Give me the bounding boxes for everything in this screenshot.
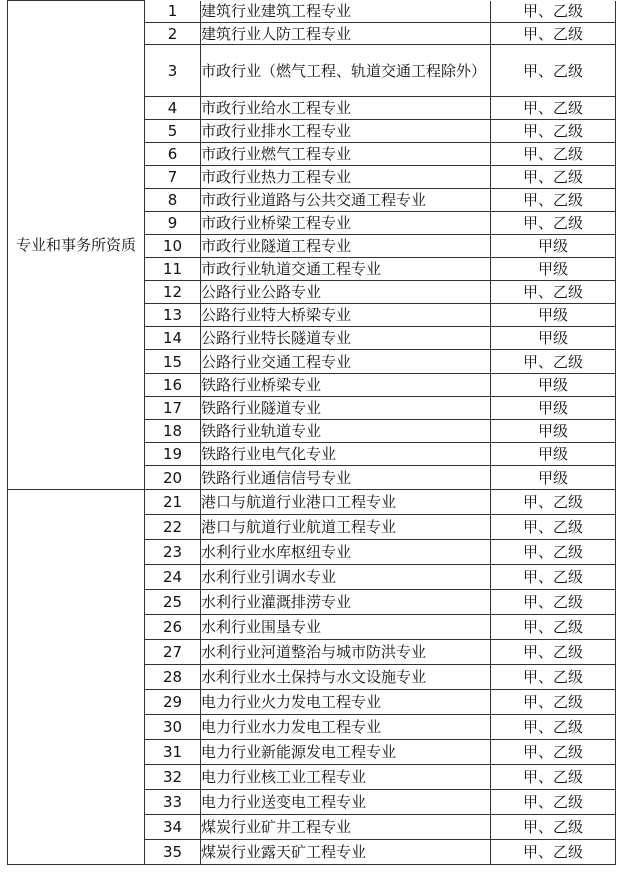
- specialty-name: 市政行业桥梁工程专业: [201, 212, 491, 235]
- row-number: 23: [145, 540, 201, 565]
- row-number: 7: [145, 166, 201, 189]
- qualification-grade: 甲、乙级: [491, 45, 616, 97]
- specialty-name: 水利行业围垦专业: [201, 615, 491, 640]
- qualification-grade: 甲级: [491, 235, 616, 258]
- qualification-grade: 甲、乙级: [491, 120, 616, 143]
- row-number: 30: [145, 715, 201, 740]
- row-number: 18: [145, 420, 201, 443]
- category-label: 专业和事务所资质: [15, 236, 136, 254]
- specialty-name: 电力行业核工业工程专业: [201, 765, 491, 790]
- specialty-name: 公路行业特长隧道专业: [201, 327, 491, 350]
- row-number: 28: [145, 665, 201, 690]
- qualification-grade: 甲、乙级: [491, 97, 616, 120]
- row-number: 3: [145, 45, 201, 97]
- qualification-grade: 甲、乙级: [491, 1, 616, 23]
- qualification-grade: 甲、乙级: [491, 765, 616, 790]
- specialty-name: 水利行业水土保持与水文设施专业: [201, 665, 491, 690]
- row-number: 6: [145, 143, 201, 166]
- qualification-grade: 甲级: [491, 443, 616, 466]
- specialty-name: 煤炭行业露天矿工程专业: [201, 840, 491, 865]
- specialty-name: 港口与航道行业航道工程专业: [201, 515, 491, 540]
- row-number: 22: [145, 515, 201, 540]
- row-number: 31: [145, 740, 201, 765]
- row-number: 33: [145, 790, 201, 815]
- category-cell: [8, 1, 145, 490]
- specialty-name: 市政行业轨道交通工程专业: [201, 258, 491, 281]
- row-number: 5: [145, 120, 201, 143]
- qualification-grade: 甲级: [491, 466, 616, 490]
- specialty-name: 市政行业道路与公共交通工程专业: [201, 189, 491, 212]
- specialty-name: 煤炭行业矿井工程专业: [201, 815, 491, 840]
- qualification-grade: 甲级: [491, 397, 616, 420]
- specialty-name: 建筑行业人防工程专业: [201, 23, 491, 45]
- qualification-grade: 甲、乙级: [491, 490, 616, 515]
- specialty-name: 市政行业（燃气工程、轨道交通工程除外）: [201, 45, 491, 97]
- category-cell: [8, 490, 145, 865]
- specialty-name: 铁路行业轨道专业: [201, 420, 491, 443]
- row-number: 14: [145, 327, 201, 350]
- row-number: 4: [145, 97, 201, 120]
- table-row: [8, 1, 616, 23]
- specialty-name: 电力行业新能源发电工程专业: [201, 740, 491, 765]
- specialty-name: 水利行业水库枢纽专业: [201, 540, 491, 565]
- qualification-grade: 甲、乙级: [491, 189, 616, 212]
- specialty-name: 铁路行业隧道专业: [201, 397, 491, 420]
- row-number: 21: [145, 490, 201, 515]
- row-number: 12: [145, 281, 201, 304]
- qualification-grade: 甲、乙级: [491, 590, 616, 615]
- qualification-grade: 甲级: [491, 327, 616, 350]
- qualification-grade: 甲级: [491, 420, 616, 443]
- specialty-name: 铁路行业桥梁专业: [201, 374, 491, 397]
- specialty-name: 水利行业河道整治与城市防洪专业: [201, 640, 491, 665]
- row-number: 24: [145, 565, 201, 590]
- row-number: 26: [145, 615, 201, 640]
- qualification-grade: 甲、乙级: [491, 840, 616, 865]
- qualification-grade: 甲级: [491, 304, 616, 327]
- specialty-name: 港口与航道行业港口工程专业: [201, 490, 491, 515]
- row-number: 29: [145, 690, 201, 715]
- row-number: 13: [145, 304, 201, 327]
- qualification-table: [7, 0, 616, 865]
- row-number: 9: [145, 212, 201, 235]
- row-number: 20: [145, 466, 201, 490]
- row-number: 16: [145, 374, 201, 397]
- qualification-table-body: [8, 1, 616, 865]
- row-number: 8: [145, 189, 201, 212]
- qualification-grade: 甲、乙级: [491, 615, 616, 640]
- specialty-name: 水利行业灌溉排涝专业: [201, 590, 491, 615]
- specialty-name: 水利行业引调水专业: [201, 565, 491, 590]
- qualification-grade: 甲、乙级: [491, 515, 616, 540]
- row-number: 17: [145, 397, 201, 420]
- row-number: 35: [145, 840, 201, 865]
- qualification-grade: 甲、乙级: [491, 166, 616, 189]
- qualification-grade: 甲、乙级: [491, 565, 616, 590]
- specialty-name: 建筑行业建筑工程专业: [201, 1, 491, 23]
- qualification-grade: 甲、乙级: [491, 143, 616, 166]
- specialty-name: 铁路行业通信信号专业: [201, 466, 491, 490]
- specialty-name: 公路行业交通工程专业: [201, 350, 491, 374]
- qualification-grade: 甲、乙级: [491, 690, 616, 715]
- specialty-name: 电力行业水力发电工程专业: [201, 715, 491, 740]
- qualification-grade: 甲、乙级: [491, 281, 616, 304]
- qualification-grade: 甲、乙级: [491, 740, 616, 765]
- table-row: [8, 490, 616, 515]
- row-number: 1: [145, 1, 201, 23]
- qualification-grade: 甲级: [491, 374, 616, 397]
- row-number: 10: [145, 235, 201, 258]
- specialty-name: 市政行业给水工程专业: [201, 97, 491, 120]
- qualification-grade: 甲、乙级: [491, 23, 616, 45]
- qualification-grade: 甲、乙级: [491, 815, 616, 840]
- qualification-grade: 甲、乙级: [491, 790, 616, 815]
- specialty-name: 铁路行业电气化专业: [201, 443, 491, 466]
- row-number: 34: [145, 815, 201, 840]
- specialty-name: 公路行业特大桥梁专业: [201, 304, 491, 327]
- qualification-grade: 甲、乙级: [491, 350, 616, 374]
- row-number: 27: [145, 640, 201, 665]
- specialty-name: 电力行业送变电工程专业: [201, 790, 491, 815]
- qualification-grade: 甲、乙级: [491, 212, 616, 235]
- specialty-name: 电力行业火力发电工程专业: [201, 690, 491, 715]
- specialty-name: 公路行业公路专业: [201, 281, 491, 304]
- row-number: 2: [145, 23, 201, 45]
- row-number: 15: [145, 350, 201, 374]
- specialty-name: 市政行业隧道工程专业: [201, 235, 491, 258]
- row-number: 32: [145, 765, 201, 790]
- row-number: 25: [145, 590, 201, 615]
- qualification-grade: 甲、乙级: [491, 665, 616, 690]
- qualification-grade: 甲、乙级: [491, 715, 616, 740]
- qualification-grade: 甲、乙级: [491, 640, 616, 665]
- row-number: 11: [145, 258, 201, 281]
- qualification-grade: 甲级: [491, 258, 616, 281]
- specialty-name: 市政行业燃气工程专业: [201, 143, 491, 166]
- row-number: 19: [145, 443, 201, 466]
- specialty-name: 市政行业热力工程专业: [201, 166, 491, 189]
- specialty-name: 市政行业排水工程专业: [201, 120, 491, 143]
- qualification-grade: 甲、乙级: [491, 540, 616, 565]
